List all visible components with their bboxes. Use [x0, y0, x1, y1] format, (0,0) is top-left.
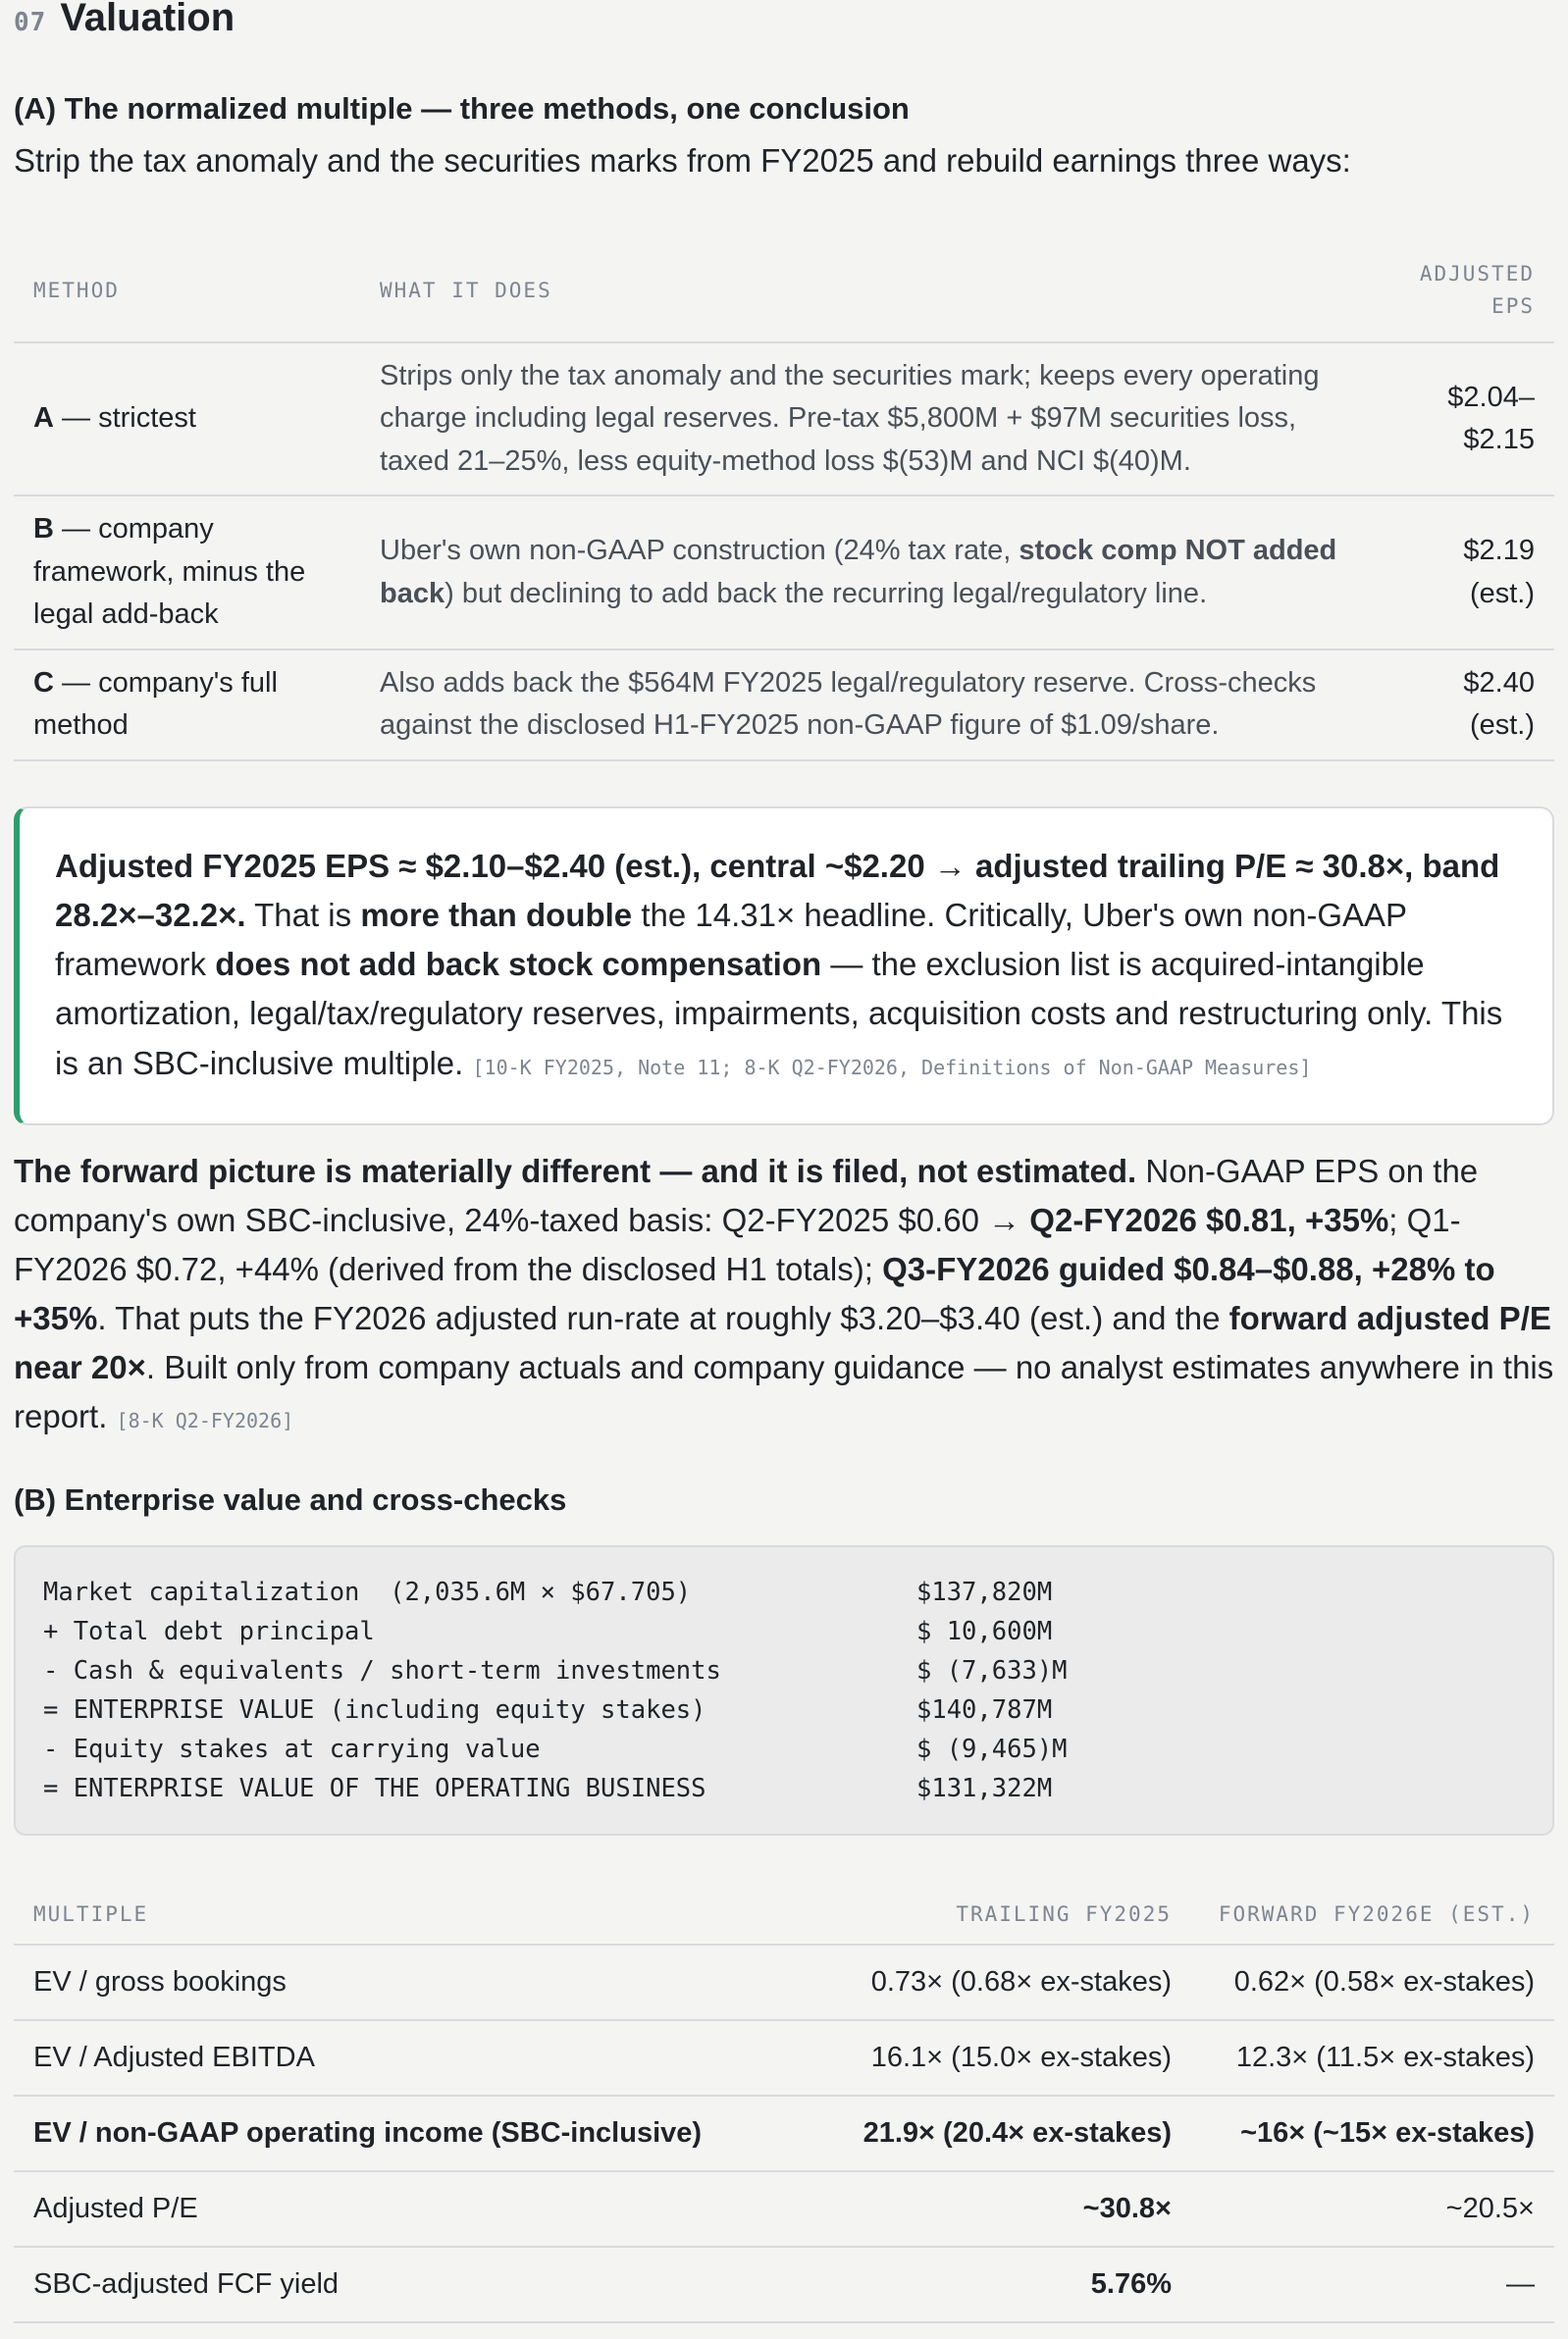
- method-label: — company framework, minus the legal add-back: [33, 513, 306, 631]
- description-text: Also adds back the $564M FY2025 legal/regulatory reserve. Cross-checks against the disclosed H1-FY2025 non-GAAP figure of $1.09/share.: [380, 666, 1317, 742]
- callout-bold-2: more than double: [360, 897, 633, 934]
- method-letter: A: [33, 402, 54, 435]
- ev-line-value: $ (9,465)M: [916, 1734, 1068, 1764]
- callout-text-2: the 14.31× headline. Critically, Uber's own non-GAAP framework: [55, 897, 1407, 983]
- description-bold: stock comp NOT added back: [380, 535, 1337, 609]
- methods-table-row: [14, 650, 1554, 760]
- col-forward: FORWARD FY2026E (EST.): [1191, 1875, 1554, 1945]
- multiples-table-row: [14, 1945, 1554, 2020]
- forward-bold-4: forward adjusted P/E near 20×: [14, 1300, 1551, 1386]
- ev-line-label: = ENTERPRISE VALUE OF THE OPERATING BUSINESS: [43, 1773, 706, 1803]
- part-a-heading: (A) The normalized multiple — three methods, one conclusion: [14, 91, 910, 126]
- section-header: [14, 0, 1554, 43]
- ev-line-label: Market capitalization (2,035.6M × $67.705): [43, 1577, 692, 1607]
- ev-line-value: $ (7,633)M: [916, 1655, 1068, 1686]
- callout-citation: [10-K FY2025, Note 11; 8-K Q2-FY2026, Definitions of Non-GAAP Measures]: [472, 1055, 1312, 1079]
- description-text: Uber's own non-GAAP construction (24% tax rate,: [380, 535, 1019, 567]
- ev-line-label: - Equity stakes at carrying value: [43, 1734, 541, 1764]
- col-trailing: TRAILING FY2025: [804, 1875, 1191, 1945]
- ev-line-label: - Cash & equivalents / short-term investments: [43, 1655, 721, 1686]
- method-cell: [14, 342, 360, 496]
- methods-table-header: [14, 240, 1554, 342]
- multiple-name: EV / gross bookings: [14, 1945, 804, 2020]
- forward-bold-3: Q3-FY2026 guided $0.84–$0.88, +28% to +35%: [14, 1250, 1495, 1337]
- ev-line: [43, 1730, 1525, 1769]
- section-title: Valuation: [60, 0, 235, 39]
- key-finding-callout: [14, 806, 1554, 1125]
- description-text: Strips only the tax anomaly and the securities mark; keeps every operating charge including legal reserves. Pre-tax $5,800M + $97M securities loss, taxed 21–25%, less equity-method loss $(53)M and NCI $(40)M.: [380, 359, 1320, 477]
- ev-line-label: + Total debt principal: [43, 1616, 375, 1646]
- ev-line: [43, 1612, 1525, 1651]
- multiples-table: [14, 1875, 1554, 2323]
- ev-line-value: $140,787M: [916, 1694, 1053, 1725]
- method-description: [360, 495, 1378, 650]
- method-description: [360, 342, 1378, 496]
- forward-text-2: ; Q1-FY2026 $0.72, +44% (derived from the disclosed H1 totals);: [14, 1201, 1461, 1287]
- multiple-name: SBC-adjusted FCF yield: [14, 2247, 804, 2322]
- multiples-table-row: [14, 2020, 1554, 2096]
- ev-line-label: = ENTERPRISE VALUE (including equity stakes): [43, 1694, 706, 1725]
- forward-text-3: . That puts the FY2026 adjusted run-rate at roughly $3.20–$3.40 (est.) and the: [97, 1300, 1229, 1337]
- ev-line-value: $131,322M: [916, 1773, 1053, 1803]
- forward-text-1: Non-GAAP EPS on the company's own SBC-inclusive, 24%-taxed basis: Q2-FY2025 $0.60 →: [14, 1152, 1479, 1238]
- method-label: — strictest: [53, 402, 196, 435]
- ev-line: [43, 1573, 1525, 1612]
- description-text-post: ) but declining to add back the recurring legal/regulatory line.: [444, 577, 1208, 609]
- multiple-name: EV / Adjusted EBITDA: [14, 2020, 804, 2096]
- callout-bold-1: Adjusted FY2025 EPS ≈ $2.10–$2.40 (est.), central ~$2.20 → adjusted trailing P/E ≈ 30.8×, band 28.2×–32.2×.: [55, 847, 1500, 934]
- part-a-lead: Strip the tax anomaly and the securities marks from FY2025 and rebuild earnings three ways:: [14, 142, 1351, 180]
- forward-value: ~16× (~15× ex-stakes): [1191, 2096, 1554, 2171]
- methods-table-row: [14, 342, 1554, 496]
- forward-text-4: . Built only from company actuals and company guidance — no analyst estimates anywhere in this report.: [14, 1349, 1554, 1435]
- forward-value: ~20.5×: [1191, 2171, 1554, 2247]
- methods-table: [14, 240, 1554, 761]
- method-description: [360, 650, 1378, 760]
- method-cell: [14, 495, 360, 650]
- method-letter: C: [33, 666, 54, 699]
- forward-bold-1: The forward picture is materially different — and it is filed, not estimated.: [14, 1152, 1137, 1189]
- multiples-table-row: [14, 2096, 1554, 2171]
- method-label: — company's full method: [33, 666, 278, 742]
- multiple-name: EV / non-GAAP operating income (SBC-inclusive): [14, 2096, 804, 2171]
- method-letter: B: [33, 513, 54, 546]
- trailing-value: 21.9× (20.4× ex-stakes): [804, 2096, 1191, 2171]
- forward-value: 0.62× (0.58× ex-stakes): [1191, 1945, 1554, 2020]
- trailing-value: ~30.8×: [804, 2171, 1191, 2247]
- trailing-value: 5.76%: [804, 2247, 1191, 2322]
- ev-line: [43, 1651, 1525, 1690]
- methods-table-row: [14, 495, 1554, 650]
- ev-calculation-block: [14, 1545, 1554, 1836]
- callout-text-1: That is: [245, 897, 361, 934]
- forward-value: —: [1191, 2247, 1554, 2322]
- multiples-table-row: [14, 2247, 1554, 2322]
- forward-value: 12.3× (11.5× ex-stakes): [1191, 2020, 1554, 2096]
- part-b-heading: (B) Enterprise value and cross-checks: [14, 1481, 567, 1517]
- col-method: METHOD: [14, 240, 360, 342]
- forward-citation: [8-K Q2-FY2026]: [116, 1409, 294, 1433]
- ev-line-value: $137,820M: [916, 1577, 1053, 1607]
- col-eps: ADJUSTED EPS: [1378, 240, 1554, 342]
- adjusted-eps: $2.19 (est.): [1378, 495, 1554, 650]
- method-cell: [14, 650, 360, 760]
- col-what: WHAT IT DOES: [360, 240, 1378, 342]
- multiples-table-header: [14, 1875, 1554, 1945]
- forward-bold-2: Q2-FY2026 $0.81, +35%: [1029, 1201, 1389, 1238]
- trailing-value: 0.73× (0.68× ex-stakes): [804, 1945, 1191, 2020]
- adjusted-eps: $2.04–$2.15: [1378, 342, 1554, 496]
- multiple-name: Adjusted P/E: [14, 2171, 804, 2247]
- ev-line: [43, 1769, 1525, 1808]
- adjusted-eps: $2.40 (est.): [1378, 650, 1554, 760]
- callout-bold-3: does not add back stock compensation: [215, 946, 822, 983]
- multiples-table-row: [14, 2171, 1554, 2247]
- trailing-value: 16.1× (15.0× ex-stakes): [804, 2020, 1191, 2096]
- ev-line-value: $ 10,600M: [916, 1616, 1053, 1646]
- forward-paragraph: [14, 1147, 1554, 1442]
- section-number: 07: [14, 8, 47, 37]
- callout-text-3: — the exclusion list is acquired-intangible amortization, legal/tax/regulatory reserves, impairments, acquisition costs and restructuring only. This is an SBC-inclusive multiple.: [55, 946, 1503, 1081]
- ev-line: [43, 1690, 1525, 1730]
- col-multiple: MULTIPLE: [14, 1875, 804, 1945]
